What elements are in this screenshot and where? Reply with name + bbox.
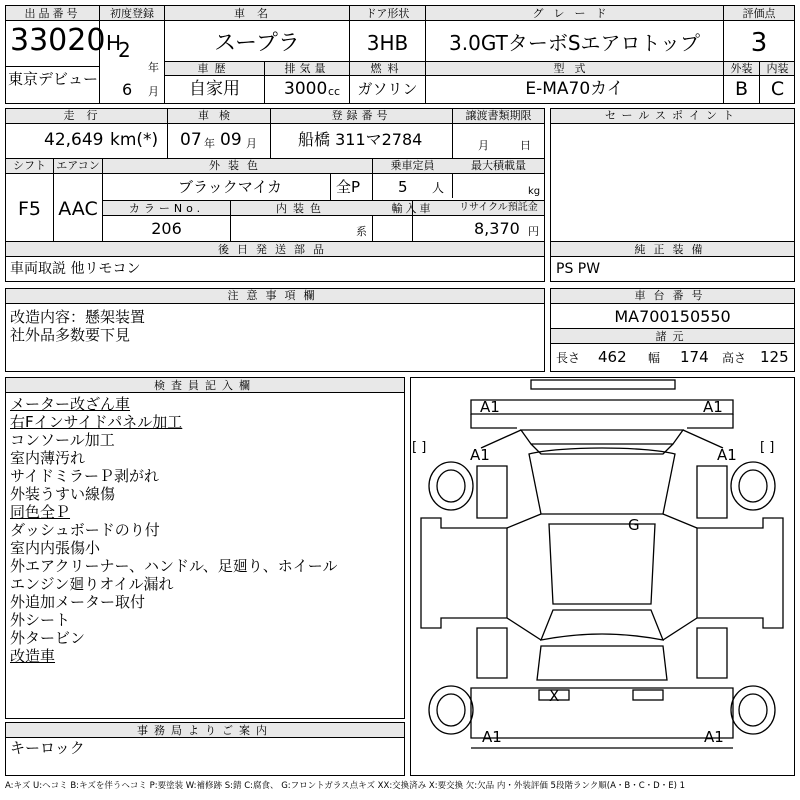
inspection-label: 車検 [198,109,240,122]
paint-label: 全P [336,178,361,196]
bracket-right: [ ] [760,440,775,455]
mark-fr-bumper: A1 [703,398,723,416]
first-reg-label: 初度登録 [110,7,154,20]
right-front-fender [697,466,727,518]
month-value: 6 [122,80,133,99]
mark-fl-wheel: A1 [470,446,490,464]
inspector-note-line: 右Fインサイドパネル加工 [10,413,183,431]
width-label: 幅 [648,351,661,365]
rear-bumper [471,688,733,738]
inspector-note-line: 外装うすい線傷 [10,485,116,503]
ac: AAC [58,198,98,220]
color-no-label: カラーNo. [128,202,205,215]
rear-left-wheel [429,686,473,734]
capacity: 5 [398,178,408,196]
later-parts-label: 後日発送部品 [218,243,332,256]
inspection-year-unit: 年 [204,137,215,150]
inspector-note-line: コンソール加工 [10,431,115,449]
interior-grade: C [770,78,785,100]
mark-fl-bumper: A1 [480,398,500,416]
mark-fr-wheel: A1 [717,446,737,464]
front-bumper-corners [471,414,733,428]
mark-windshield: G [628,516,640,534]
door-type: 3HB [366,31,409,55]
inspector-note-line: エンジン廻りオイル漏れ [10,575,174,593]
front-right-wheel [731,462,775,510]
capacity-label: 乗車定員 [390,159,435,172]
recycle-label: リサイクル預託金 [459,202,538,213]
office-text: キーロック [10,739,85,757]
ext-color: ブラックマイカ [178,178,282,196]
mark-rr-bumper: A1 [704,728,724,746]
mileage-value: 42,649 [44,130,104,150]
later-parts: 車両取説 他リモコン [10,261,141,277]
inspector-note-line: 改造車 [10,647,56,665]
car-name-label: 車名 [234,7,280,20]
windshield [529,448,675,514]
inspector-note-line: 室内内張傷小 [10,539,101,557]
transfer-month-unit: 月 [478,139,489,152]
plate: 船橋 311マ2784 [298,130,423,149]
car-diagram [411,378,794,775]
chassis-number: MA700150550 [614,307,731,326]
mileage-unit: km(*) [110,130,159,150]
right-side [697,518,783,628]
mark-rl-bumper: A1 [482,728,502,746]
transfer-label: 譲渡書類期限 [465,109,532,122]
year-unit: 年 [148,61,159,74]
shift-label: シフト [13,159,46,172]
exterior-grade: B [734,78,749,100]
bracket-left: [ ] [412,440,427,455]
left-rear-fender [477,628,507,678]
inspector-note-line: サイドミラーＰ剥がれ [10,467,159,485]
mileage-label: 走行 [63,109,110,122]
genuine-equip-label: 純正装備 [634,243,711,256]
height-label: 高さ [722,351,747,365]
lot-label: 出品番号 [24,7,81,20]
model-code: E-MA70カイ [525,79,624,99]
inspector-note-line: 室内薄汚れ [10,449,86,467]
legend: A:キズ U:ヘコミ B:キズを伴うヘコミ P:要塗装 W:補修跡 S:錆 C:腐食、 G:フロントガラス点キズ XX:交換済み X:要交換 欠:欠品 内・外装評価 5段階ランク順(A・B・C・D・E) 1 [5,781,686,791]
recycle-fee: 8,370 [474,219,520,238]
dims-label: 諸元 [655,330,690,343]
inspector-note-line: ダッシュボードのり付 [10,521,160,539]
roof [549,524,655,604]
length-label: 長さ [556,351,581,365]
displacement: 3000 [284,79,328,99]
mark-rear-plate: X [549,687,560,705]
grade: 3.0GTターボSエアロトップ [449,31,700,55]
door-label: ドア形状 [365,7,410,20]
inspection-year: 07 [180,130,202,150]
rear-plate-right [633,690,663,700]
year-value: 2 [118,38,131,62]
recycle-unit: 円 [528,225,539,238]
rear-window [541,610,663,640]
era: H [106,31,122,55]
shift: F5 [17,198,42,220]
ext-color-label: 外装色 [209,159,266,172]
max-load-label: 最大積載量 [471,159,526,172]
month-unit: 月 [148,85,159,98]
grade-label: グレード [532,7,617,20]
import-label: 輸入車 [391,202,434,215]
history-label: 車歴 [197,62,232,75]
ac-label: エアコン [56,159,100,172]
fuel-label: 燃料 [370,62,405,75]
trunk [537,646,667,680]
capacity-unit: 人 [432,181,445,195]
interior-label: 内装 [766,62,789,75]
max-load-unit: kg [528,186,541,197]
venue: 東京デビュー [8,70,99,88]
front-left-wheel [429,462,473,510]
inspector-note-line: メーター改ざん車 [10,395,131,413]
plate-label: 登録番号 [331,109,392,122]
car-name: スープラ [214,31,300,56]
chassis-label: 車台番号 [634,289,711,302]
rear-right-wheel [731,686,775,734]
caution-line-1: 改造内容：懸架装置 [10,308,146,326]
caution-line-2: 社外品多数要下見 [10,326,131,344]
right-rear-fender [697,628,727,678]
history: 自家用 [189,79,240,99]
transfer-day-unit: 日 [520,139,531,152]
inspector-note-line: 外追加メーター取付 [10,593,146,611]
fuel: ガソリン [357,80,418,98]
front-bumper [471,400,733,414]
score: 3 [750,28,768,58]
model-label: 型式 [553,62,596,75]
exterior-label: 外装 [730,62,753,75]
inspection-month-unit: 月 [246,137,257,150]
width: 174 [680,348,709,366]
inspector-note-line: 同色全Ｐ [10,503,71,521]
inspector-note-line: 外タービン [10,629,86,647]
genuine-equip: PS PW [556,261,601,277]
length: 462 [598,348,627,366]
inspector-note-line: 外エアクリーナー、ハンドル、足廻り、ホイール [10,557,338,575]
sales-points-label: セールスポイント [604,109,740,122]
displacement-unit: cc [328,85,341,98]
left-front-fender [477,466,507,518]
lot-number: 33020 [10,23,106,58]
inspector-note-line: 外シート [10,611,71,629]
displacement-label: 排気量 [284,62,330,75]
office-label: 事務局よりご案内 [137,724,273,737]
int-color-label: 内装色 [276,202,327,215]
inspector-label: 検査員記入欄 [154,379,256,392]
height: 125 [760,348,789,366]
inspector-notes-list [10,395,400,665]
color-no: 206 [151,219,182,238]
inspection-month: 09 [220,130,242,150]
int-color-unit: 系 [356,225,367,238]
top-label-bar [531,380,675,389]
left-side [421,518,507,628]
score-label: 評価点 [742,7,776,20]
caution-label: 注意事項欄 [227,289,323,302]
hood [521,430,683,444]
